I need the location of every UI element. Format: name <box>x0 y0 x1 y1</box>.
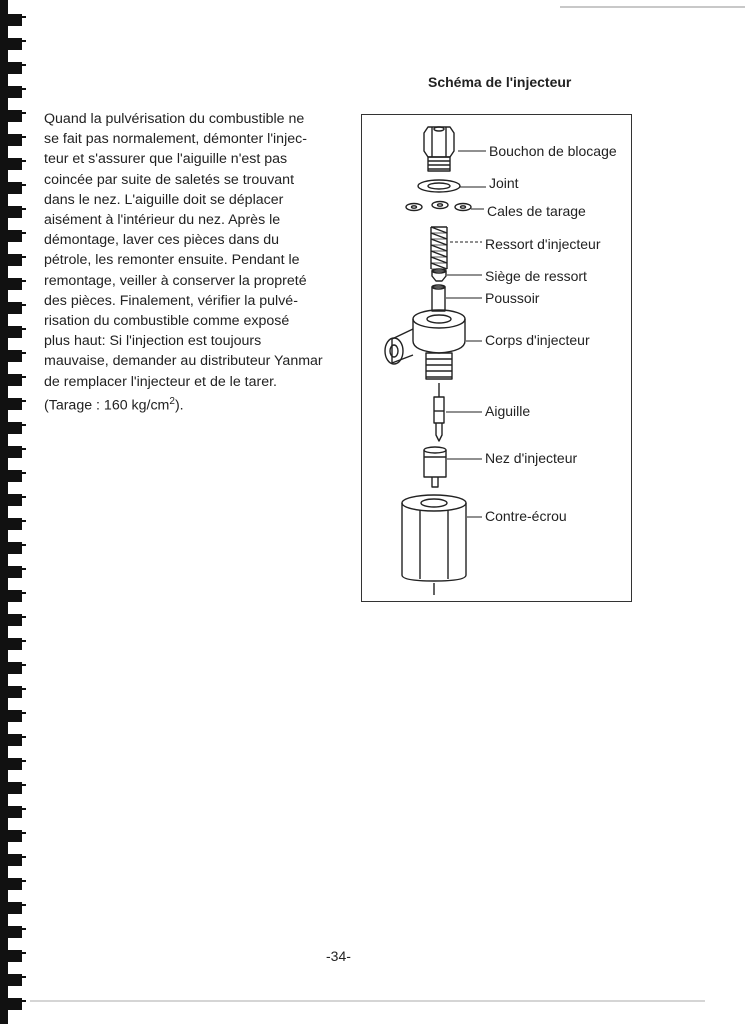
page-number: -34- <box>326 948 351 964</box>
instruction-paragraph <box>44 109 354 416</box>
text-line: pétrole, les remonter ensuite. Pendant le <box>44 252 300 269</box>
needle-part <box>434 383 444 441</box>
push-rod-part <box>432 285 445 311</box>
label-injector-body: Corps d'injecteur <box>485 332 590 348</box>
text-line: se fait pas normalement, démonter l'injec- <box>44 131 307 148</box>
spiral-binding <box>0 0 28 1024</box>
label-shims: Cales de tarage <box>487 203 586 219</box>
injector-body-part <box>385 310 465 379</box>
text-line: de remplacer l'injecteur et de le tarer. <box>44 373 277 390</box>
tarage-superscript: 2 <box>169 395 175 407</box>
tarage-prefix: (Tarage : 160 kg/cm <box>44 397 170 414</box>
label-injector-spring: Ressort d'injecteur <box>485 236 601 252</box>
top-edge-line <box>560 6 745 8</box>
text-line: plus haut: Si l'injection est toujours <box>44 333 262 350</box>
label-spring-seat: Siège de ressort <box>485 268 587 284</box>
label-needle: Aiguille <box>485 403 531 419</box>
text-line: mauvaise, demander au distributeur Yanmar <box>44 353 323 370</box>
nozzle-part <box>424 447 446 487</box>
label-nozzle: Nez d'injecteur <box>485 450 578 466</box>
injector-spring-part <box>431 227 447 269</box>
spring-seat-part <box>432 269 446 281</box>
tarage-line <box>44 392 354 416</box>
text-line: coincée par suite de saletés se trouvant <box>44 171 295 188</box>
text-line: démontage, laver ces pièces dans du <box>44 232 280 249</box>
locking-plug-part <box>424 127 454 171</box>
label-lock-nut: Contre-écrou <box>485 508 567 524</box>
text-line: Quand la pulvérisation du combustible ne <box>44 111 305 127</box>
injector-diagram-frame <box>361 114 632 602</box>
text-line: des pièces. Finalement, vérifier la pulvé- <box>44 292 298 309</box>
leader-lines <box>446 151 486 517</box>
text-line: risation du combustible comme exposé <box>44 313 290 330</box>
lock-nut-part <box>402 495 466 595</box>
label-gasket: Joint <box>489 175 519 191</box>
text-line: aisément à l'intérieur du nez. Après le <box>44 212 281 229</box>
tarage-suffix: ). <box>174 397 184 414</box>
text-line: teur et s'assurer que l'aiguille n'est pas <box>44 151 288 168</box>
label-locking-plug: Bouchon de blocage <box>489 143 617 159</box>
schema-title: Schéma de l'injecteur <box>428 74 572 90</box>
gasket-part <box>418 180 460 192</box>
shims-part <box>406 202 471 211</box>
bottom-edge-line <box>30 1000 705 1002</box>
text-line: dans le nez. L'aiguille doit se déplacer <box>44 191 284 208</box>
label-push-rod: Poussoir <box>485 290 540 306</box>
text-line: remontage, veiller à conserver la propreté <box>44 272 307 289</box>
